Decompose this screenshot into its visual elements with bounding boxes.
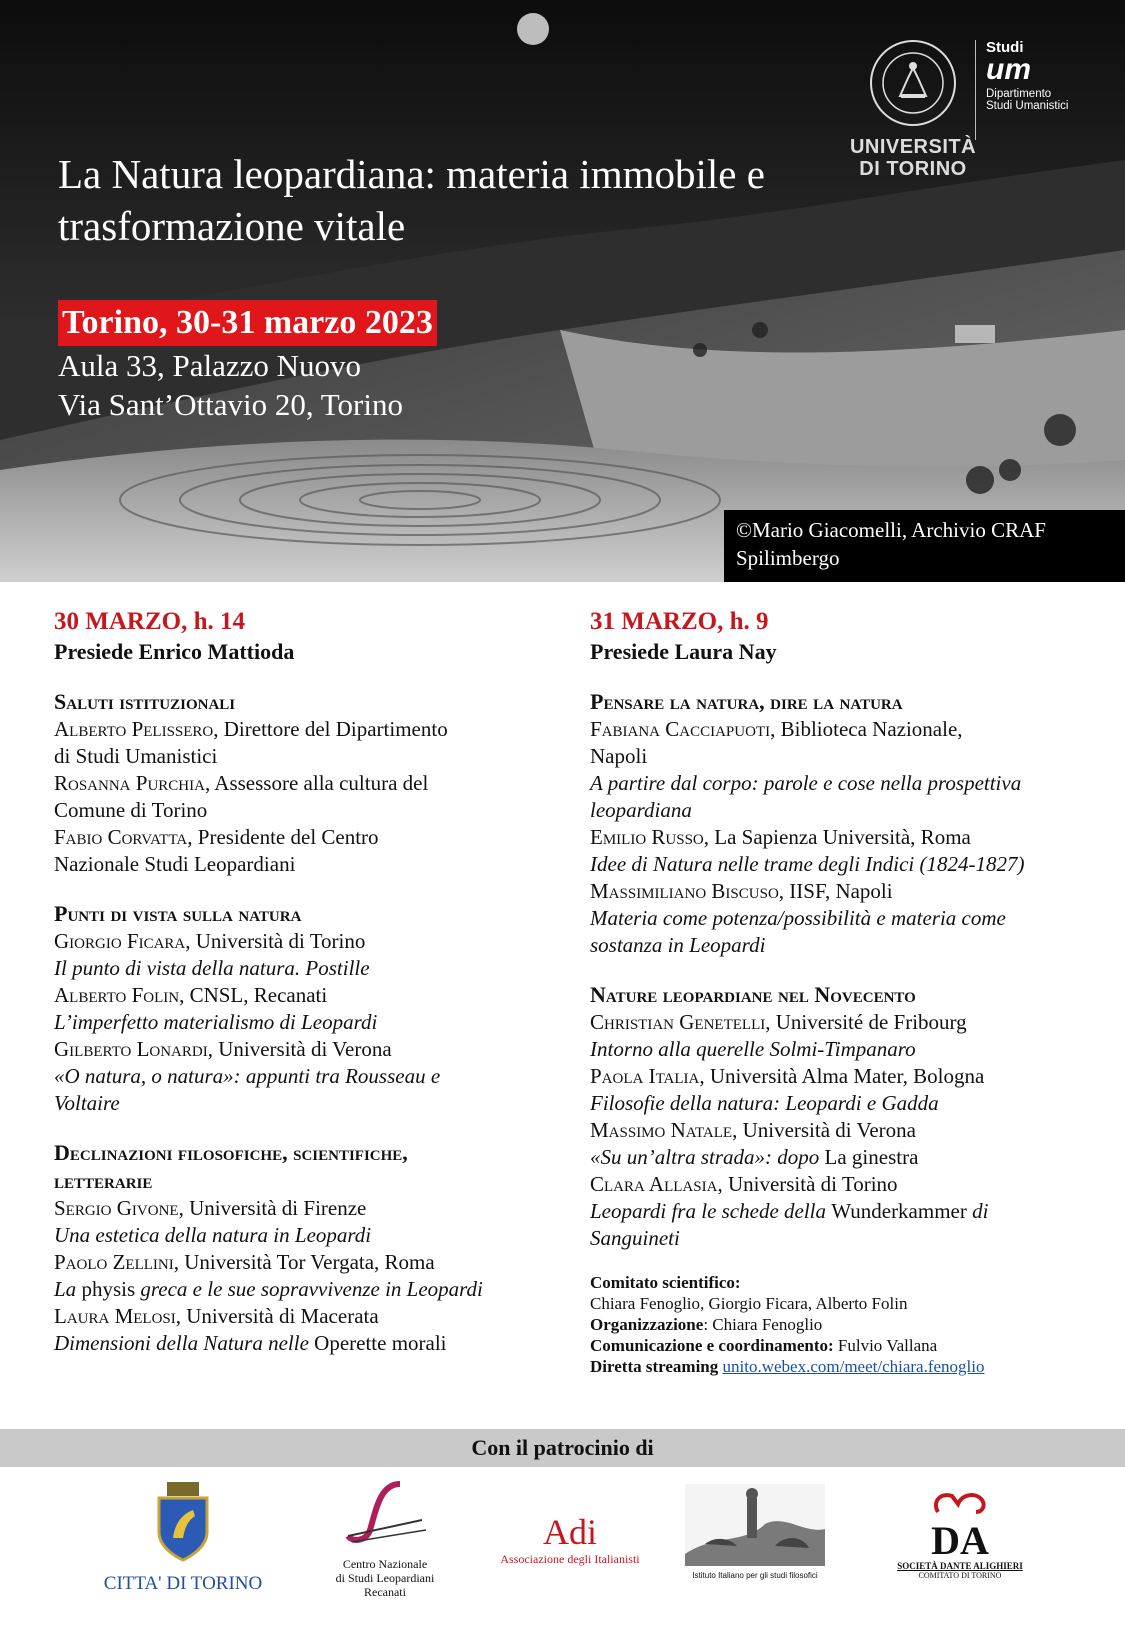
talk-title: Il punto di vista della natura. Postille	[54, 956, 370, 980]
adi-letters: Adi	[543, 1512, 597, 1552]
speaker-name: Laura Melosi	[54, 1304, 176, 1328]
talk-title	[54, 1330, 554, 1357]
patronage-bar: Con il patrocinio di	[0, 1429, 1125, 1467]
speaker-entry	[54, 1036, 554, 1063]
dept-studi: Studi	[986, 39, 1024, 56]
talk-title: Filosofie della natura: Leopardi e Gadda	[590, 1091, 939, 1115]
dante-ornament-icon	[930, 1490, 990, 1516]
organization-label: Organizzazione	[590, 1315, 704, 1334]
credit-line-1: ©Mario Giacomelli, Archivio CRAF	[736, 518, 1046, 542]
dept-name-2: Studi Umanistici	[986, 100, 1069, 112]
speaker-entry	[54, 716, 554, 743]
event-venue	[58, 346, 403, 424]
talk-title-cont: leopardiana	[590, 798, 692, 822]
talk-title: Idee di Natura nelle trame degli Indici (1824-1827)	[590, 852, 1025, 876]
talk-part: di	[966, 1199, 989, 1223]
cnsl-name-1: Centro Nazionale	[342, 1557, 428, 1571]
day2-program	[590, 606, 1090, 1377]
speaker-entry	[54, 982, 554, 1009]
session-title-cont: letterarie	[54, 1168, 153, 1193]
credit-line-2: Spilimbergo	[736, 546, 840, 570]
speaker-name: Gilberto Lonardi	[54, 1037, 208, 1061]
talk-part: La	[54, 1277, 82, 1301]
photo-credit	[724, 510, 1125, 582]
speaker-entry	[54, 928, 554, 955]
talk-part: Operette morali	[314, 1331, 447, 1355]
speaker-affiliation: , Università di Verona	[207, 1037, 392, 1061]
day1-chair: Presiede Enrico Mattioda	[54, 639, 295, 664]
cnsl-name-3: Recanati	[364, 1585, 406, 1599]
talk-title-cont: sostanza in Leopardi	[590, 933, 766, 957]
organization-info	[590, 1272, 1090, 1377]
day2-heading: 31 MARZO, h. 9	[590, 608, 769, 635]
session-title: Nature leopardiane nel Novecento	[590, 982, 916, 1007]
dante-letters: DA	[931, 1518, 989, 1563]
talk-part: Wunderkammer	[831, 1199, 967, 1223]
session-saluti	[54, 688, 554, 878]
speaker-name: Fabio Corvatta	[54, 825, 188, 849]
communication-label: Comunicazione e coordinamento:	[590, 1336, 834, 1355]
day2-chair: Presiede Laura Nay	[590, 639, 777, 664]
session-title: Saluti istituzionali	[54, 689, 236, 714]
speaker-affiliation: , CNSL, Recanati	[179, 983, 328, 1007]
speaker-name: Christian Genetelli	[590, 1010, 766, 1034]
talk-title	[590, 1144, 1090, 1171]
dante-alighieri-logo	[890, 1490, 1030, 1580]
cnsl-name-2: di Studi Leopardiani	[335, 1571, 435, 1585]
talk-part: Leopardi fra le schede della	[590, 1199, 832, 1223]
session-title: Pensare la natura, dire la natura	[590, 689, 903, 714]
talk-title: Intorno alla querelle Solmi-Timpanaro	[590, 1037, 916, 1061]
hero-photo	[0, 0, 1125, 582]
speaker-name: Clara Allasia	[590, 1172, 718, 1196]
talk-part: physis	[81, 1277, 136, 1301]
dante-name: SOCIETÀ DANTE ALIGHIERI	[897, 1561, 1023, 1571]
speaker-name: Paolo Zellini	[54, 1250, 174, 1274]
torino-crest-icon	[153, 1480, 213, 1564]
speaker-affiliation: , Biblioteca Nazionale,	[770, 717, 963, 741]
speaker-affiliation-cont: Comune di Torino	[54, 798, 208, 822]
session-declinazioni	[54, 1139, 554, 1357]
speaker-affiliation-cont: di Studi Umanistici	[54, 744, 218, 768]
speaker-name: Alberto Pelissero	[54, 717, 214, 741]
talk-title: Una estetica della natura in Leopardi	[54, 1223, 372, 1247]
university-name-1: UNIVERSITÀ	[849, 136, 977, 158]
session-title: Declinazioni filosofiche, scientifiche,	[54, 1140, 408, 1165]
dept-name-1: Dipartimento	[986, 88, 1052, 100]
speaker-entry	[54, 1249, 554, 1276]
organization-value: : Chiara Fenoglio	[703, 1315, 823, 1334]
speaker-entry	[54, 1303, 554, 1330]
venue-room: Aula 33, Palazzo Nuovo	[58, 348, 362, 383]
speaker-entry	[590, 1063, 1090, 1090]
speaker-affiliation-cont: Napoli	[590, 744, 648, 768]
speaker-name: Paola Italia	[590, 1064, 700, 1088]
venue-address: Via Sant’Ottavio 20, Torino	[58, 387, 403, 422]
speaker-affiliation: , Université de Fribourg	[765, 1010, 967, 1034]
department-logo	[975, 40, 1101, 140]
talk-title-cont: Sanguineti	[590, 1226, 680, 1250]
speaker-affiliation: , Università di Firenze	[178, 1196, 367, 1220]
speaker-entry	[54, 824, 554, 851]
event-title: La Natura leopardiana: materia immobile e trasformazione vitale	[58, 151, 765, 249]
adi-logo	[490, 1512, 650, 1567]
talk-part: greca e le sue sopravvivenze in Leopardi	[135, 1277, 483, 1301]
speaker-affiliation: , Università Alma Mater, Bologna	[699, 1064, 985, 1088]
university-name-2: DI TORINO	[859, 158, 967, 180]
cnsl-l-icon	[330, 1480, 440, 1552]
speaker-affiliation: , Direttore del Dipartimento	[213, 717, 448, 741]
speaker-name: Giorgio Ficara	[54, 929, 186, 953]
talk-title	[54, 1276, 554, 1303]
speaker-entry	[590, 878, 1090, 905]
streaming-label: Diretta streaming	[590, 1357, 719, 1376]
speaker-affiliation: , Università di Macerata	[175, 1304, 379, 1328]
university-logo	[848, 38, 978, 180]
speaker-entry	[54, 770, 554, 797]
talk-part: La ginestra	[824, 1145, 919, 1169]
speaker-name: Rosanna Purchia	[54, 771, 205, 795]
talk-title	[590, 1198, 1090, 1225]
speaker-affiliation: , Università Tor Vergata, Roma	[173, 1250, 435, 1274]
speaker-affiliation: , Presidente del Centro	[187, 825, 379, 849]
speaker-entry	[590, 1117, 1090, 1144]
speaker-entry	[590, 716, 1090, 743]
speaker-entry	[590, 1171, 1090, 1198]
committee-members: Chiara Fenoglio, Giorgio Ficara, Alberto Folin	[590, 1294, 908, 1313]
speaker-affiliation: , Assessore alla cultura del	[204, 771, 429, 795]
speaker-affiliation: , La Sapienza Università, Roma	[703, 825, 971, 849]
day1-program	[54, 606, 554, 1357]
session-nature-leopardiane	[590, 981, 1090, 1252]
speaker-name: Sergio Givone	[54, 1196, 179, 1220]
iisf-name: Istituto Italiano per gli studi filosofici	[692, 1571, 818, 1580]
speaker-name: Emilio Russo	[590, 825, 704, 849]
torino-name: CITTA' DI TORINO	[103, 1573, 263, 1594]
talk-title: L’imperfetto materialismo di Leopardi	[54, 1010, 378, 1034]
talk-part: «Su un’altra strada»: dopo	[590, 1145, 825, 1169]
session-title: Punti di vista sulla natura	[54, 901, 302, 926]
citta-di-torino-logo	[98, 1480, 268, 1595]
speaker-entry	[54, 1195, 554, 1222]
speaker-name: Alberto Folin	[54, 983, 180, 1007]
speaker-affiliation: , IISF, Napoli	[778, 879, 893, 903]
dept-um: um	[986, 53, 1031, 86]
iisf-logo	[680, 1484, 830, 1580]
session-pensare-la-natura	[590, 688, 1090, 959]
talk-title-cont: Voltaire	[54, 1091, 120, 1115]
committee-label: Comitato scientifico:	[590, 1273, 741, 1292]
cnsl-logo	[300, 1480, 470, 1599]
talk-part: Dimensioni della Natura nelle	[54, 1331, 315, 1355]
speaker-entry	[590, 1009, 1090, 1036]
streaming-link[interactable]: unito.webex.com/meet/chiara.fenoglio	[722, 1357, 985, 1376]
session-punti-di-vista	[54, 900, 554, 1117]
speaker-affiliation: , Università di Torino	[185, 929, 366, 953]
talk-title: A partire dal corpo: parole e cose nella prospettiva	[590, 771, 1022, 795]
speaker-entry	[590, 824, 1090, 851]
communication-value: Fulvio Vallana	[833, 1336, 938, 1355]
speaker-name: Massimo Natale	[590, 1118, 733, 1142]
event-date: Torino, 30-31 marzo 2023	[58, 300, 437, 346]
day1-heading: 30 MARZO, h. 14	[54, 608, 245, 635]
speaker-affiliation: , Università di Verona	[732, 1118, 916, 1142]
speaker-affiliation-cont: Nazionale Studi Leopardiani	[54, 852, 296, 876]
talk-title: «O natura, o natura»: appunti tra Rousseau e	[54, 1064, 441, 1088]
speaker-affiliation: , Università di Torino	[717, 1172, 898, 1196]
talk-title: Materia come potenza/possibilità e materia come	[590, 906, 1006, 930]
dante-committee: COMITATO DI TORINO	[918, 1571, 1002, 1580]
speaker-name: Massimiliano Biscuso	[590, 879, 779, 903]
adi-name: Associazione degli Italianisti	[500, 1552, 640, 1566]
speaker-name: Fabiana Cacciapuoti	[590, 717, 771, 741]
iisf-engraving-icon	[685, 1484, 825, 1566]
university-seal-icon	[868, 38, 958, 128]
